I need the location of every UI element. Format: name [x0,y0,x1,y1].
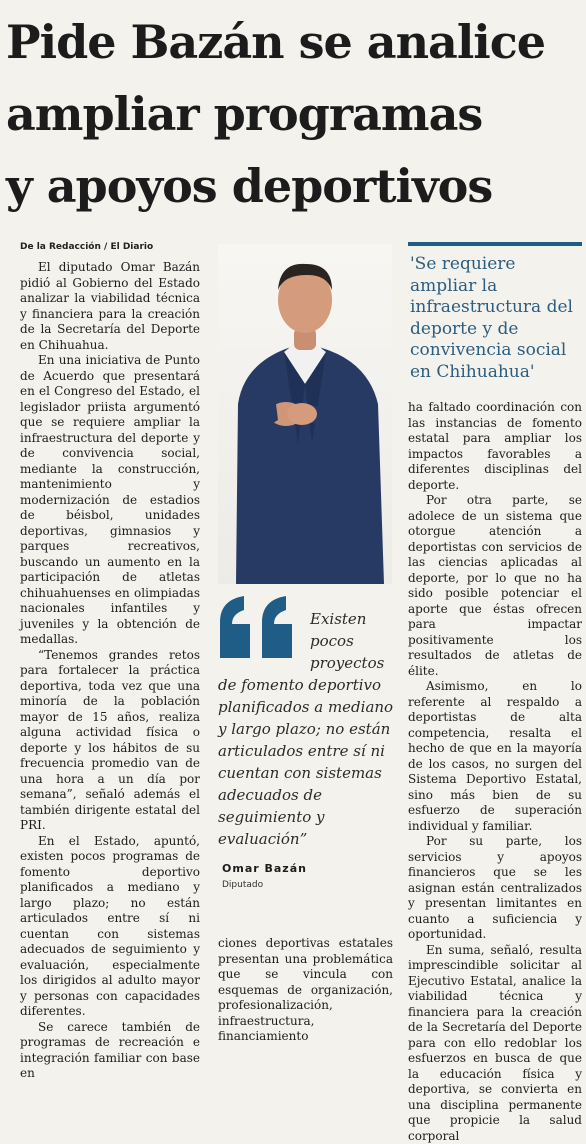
portrait-illustration [218,244,392,584]
pullquote: 'Se requiere ampliar la infraestructura del deporte y de convivencia social en Chihuahua' [410,254,584,383]
pullquote-rule [408,242,582,246]
quote-text-body: de fomento deportivo planificados a mediano y largo plazo; no están articulados entre sí ni cuentan con sistemas adecuados de seguimiento y evaluación” [218,676,393,848]
quote-text [218,608,394,850]
paragraph: Por su parte, los servicios y apoyos financieros que se les asignan están centralizados y presentan limitantes en cuanto a suficiencia y oportunidad. [408,834,582,943]
paragraph: ha faltado coordinación con las instancias de fomento estatal para ampliar los impactos favorables a diferentes disciplinas del deporte. [408,400,582,493]
paragraph: El diputado Omar Bazán pidió al Gobierno del Estado analizar la viabilidad técnica y financiera para la creación de la Secretaría del Deporte en Chihuahua. [20,260,200,353]
paragraph: Por otra parte, se adolece de un sistema que otorgue atención a deportistas con servicios de las ciencias aplicadas al deporte, por lo que no ha sido posible potenciar el aporte que éstas ofrecen para impactar positivamente los resultados de atletas de élite. [408,493,582,679]
paragraph: En el Estado, apuntó, existen pocos programas de fomento deportivo planificados a mediano y largo plazo; no están articulados entre sí ni cuentan con sistemas adecuados de seguimiento y evaluación, especialmente los dirigidos al adulto mayor y personas con capacidades diferentes. [20,834,200,1020]
headline-line-2: ampliar programas [6,78,582,150]
headline [6,6,582,222]
headline-line-3: y apoyos deportivos [6,150,582,222]
portrait-photo [218,244,392,584]
paragraph: En suma, señaló, resulta imprescindible solicitar al Ejecutivo Estatal, analice la viabilidad técnica y financiera para la creación de la Secretaría del Deporte para con ello redoblar los esfuerzos en busca de que la educación física y deportiva, se convierta en una disciplina permanente que propicie la salud corporal [408,943,582,1144]
article-column-3 [408,400,582,1144]
article-column-1 [20,260,200,1082]
quote-author-role: Diputado [222,880,263,890]
paragraph: Asimismo, en lo referente al respaldo a deportistas de alta competencia, resalta el hecho de que en la mayoría de los casos, no surgen del Sistema Deportivo Estatal, sino más bien de su esfuerzo de superación individual y familiar. [408,679,582,834]
paragraph: Se carece también de programas de recreación e integración familiar con base en [20,1020,200,1082]
article-column-2 [218,936,393,1045]
paragraph: En una iniciativa de Punto de Acuerdo que presentará en el Congreso del Estado, el legislador priista argumentó que se requiere ampliar la infraestructura del deporte y de convivencia social, mediante la construcción, mantenimiento y modernización de estadios de béisbol, unidades deportivas, gimnasios y parques recreativos, buscando un aumento en la participación de atletas chihuahuenses en olimpiadas nacionales infantiles y juveniles y la obtención de medallas. [20,353,200,648]
quote-author: Omar Bazán [222,862,307,875]
headline-line-1: Pide Bazán se analice [6,6,582,78]
paragraph: ciones deportivas estatales presentan una problemática que se vincula con esquemas de organización, profesionalización, infraestructura, financiamiento [218,936,393,1045]
byline: De la Redacción / El Diario [20,242,153,252]
paragraph: “Tenemos grandes retos para fortalecer la práctica deportiva, toda vez que una minoría de la población mayor de 15 años, realiza alguna actividad física o deporte y los hábitos de su frecuencia promedio van de una hora a un día por semana”, señaló además el también dirigente estatal del PRI. [20,648,200,834]
quote-text-indented: Existen pocos proyectos [218,608,394,674]
